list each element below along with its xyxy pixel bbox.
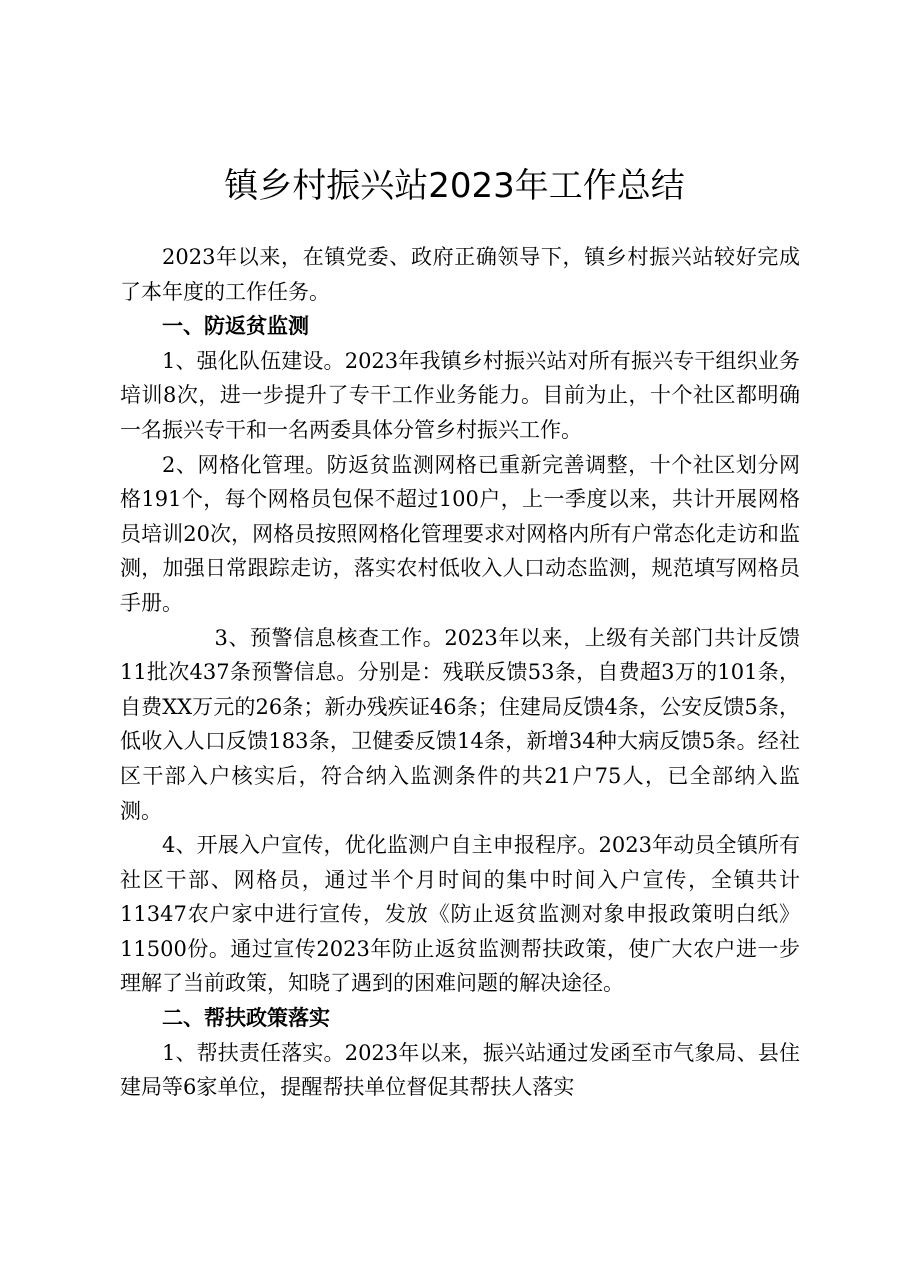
paragraph-team-building: 1、强化队伍建设。2023年我镇乡村振兴站对所有振兴专干组织业务培训8次，进一步提升了专干工作业务能力。目前为止，十个社区都明确一名振兴专干和一名两委具体分管乡村振兴工作。 [120, 348, 800, 442]
paragraph-responsibility: 1、帮扶责任落实。2023年以来，振兴站通过发函至市气象局、县住建局等6家单位，提醒帮扶单位督促其帮扶人落实 [120, 1040, 800, 1100]
paragraph-grid-management: 2、网格化管理。防返贫监测网格已重新完善调整，十个社区划分网格191个，每个网格员包保不超过100户，上一季度以来，共计开展网格员培训20次，网格员按照网格化管理要求对网格内所有户常态化走访和监测，加强日常跟踪走访，落实农村低收入人口动态监测，规范填写网格员手册。 [120, 452, 800, 615]
paragraph-warning-verification: 3、预警信息核查工作。2023年以来，上级有关部门共计反馈11批次437条预警信息。分别是：残联反馈53条，自费超3万的101条，自费XX万元的26条；新办残疾证46条；住建局反馈4条，公安反馈5条，低收入人口反馈183条，卫健委反馈14条，新增34种大病反馈5条。经社区干部入户核实后，符合纳入监测条件的共21户75人，已全部纳入监测。 [120, 625, 800, 823]
intro-paragraph: 2023年以来，在镇党委、政府正确领导下，镇乡村振兴站较好完成了本年度的工作任务。 [120, 245, 800, 304]
paragraph-household-publicity: 4、开展入户宣传，优化监测户自主申报程序。2023年动员全镇所有社区干部、网格员，通过半个月时间的集中时间入户宣传，全镇共计11347农户家中进行宣传，发放《防止返贫监测对象申报政策明白纸》11500份。通过宣传2023年防止返贫监测帮扶政策，使广大农户进一步理解了当前政策，知晓了遇到的困难问题的解决途径。 [120, 833, 800, 996]
document-body [120, 240, 800, 1105]
section-heading-support-policy: 二、帮扶政策落实 [162, 1006, 330, 1031]
document-title: 镇乡村振兴站2023年工作总结 [224, 166, 685, 206]
section-heading-poverty-monitoring: 一、防返贫监测 [162, 314, 309, 339]
